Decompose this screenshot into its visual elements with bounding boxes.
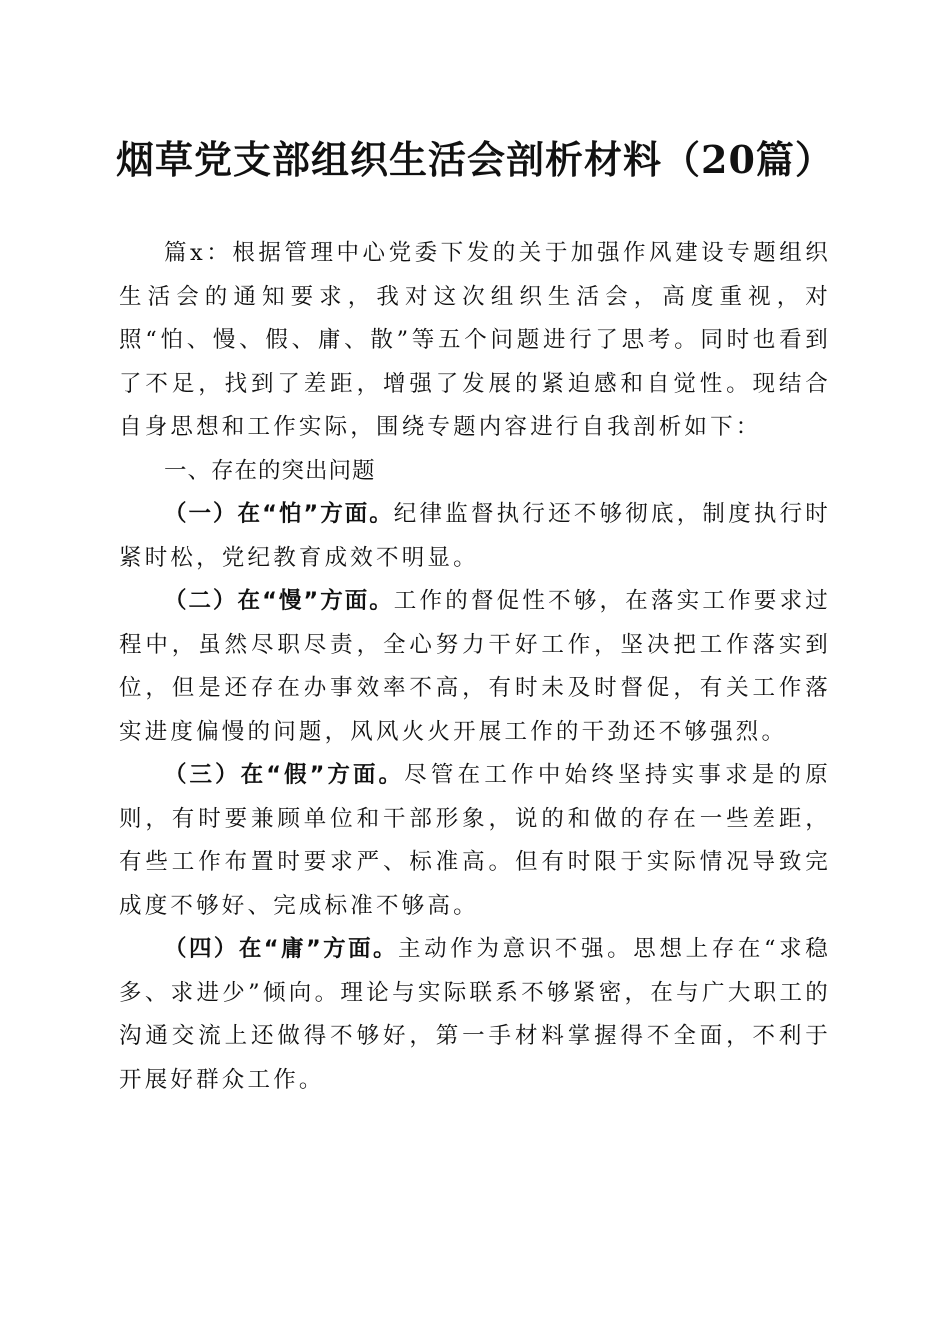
document-body [119, 232, 831, 1102]
section-heading: 一、存在的突出问题 [164, 457, 376, 484]
item-text-3: 尽管在工作中始终坚持实事求是的原则，有时要兼顾单位和干部形象，说的和做的存在一些差距，有些工作布置时要求严、标准高。但有时限于实际情况导致完成度不够好、完成标准不够高。 [119, 762, 832, 919]
intro-paragraph: 篇x：根据管理中心党委下发的关于加强作风建设专题组织生活会的通知要求，我对这次组织生活会，高度重视，对照“怕、慢、假、庸、散”等五个问题进行了思考。同时也看到了不足，找到了差距，增强了发展的紧迫感和自觉性。现结合自身思想和工作实际，围绕专题内容进行自我剖析如下： [119, 240, 831, 440]
item-paragraph-2 [119, 580, 831, 754]
item-label-1: （一）在“怕”方面。 [164, 501, 394, 527]
item-label-3: （三）在“假”方面。 [164, 762, 405, 788]
item-paragraph-4 [119, 928, 831, 1102]
item-label-4: （四）在“庸”方面。 [164, 936, 399, 962]
document-title: 烟草党支部组织生活会剖析材料（20篇） [116, 137, 834, 182]
item-text-4: 主动作为意识不强。思想上存在“求稳多、求进少”倾向。理论与实际联系不够紧密，在与广大职工的沟通交流上还做得不够好，第一手材料掌握得不全面，不利于开展好群众工作。 [119, 936, 832, 1093]
item-text-2: 工作的督促性不够，在落实工作要求过程中，虽然尽职尽责，全心努力干好工作，坚决把工作落实到位，但是还存在办事效率不高，有时未及时督促，有关工作落实进度偏慢的问题，风风火火开展工作的干劲还不够强烈。 [119, 588, 831, 745]
item-paragraph-1 [119, 493, 831, 580]
item-text-1: 纪律监督执行还不够彻底，制度执行时紧时松，党纪教育成效不明显。 [119, 501, 831, 571]
item-paragraph-3 [119, 754, 831, 928]
item-label-2: （二）在“慢”方面。 [164, 588, 394, 614]
